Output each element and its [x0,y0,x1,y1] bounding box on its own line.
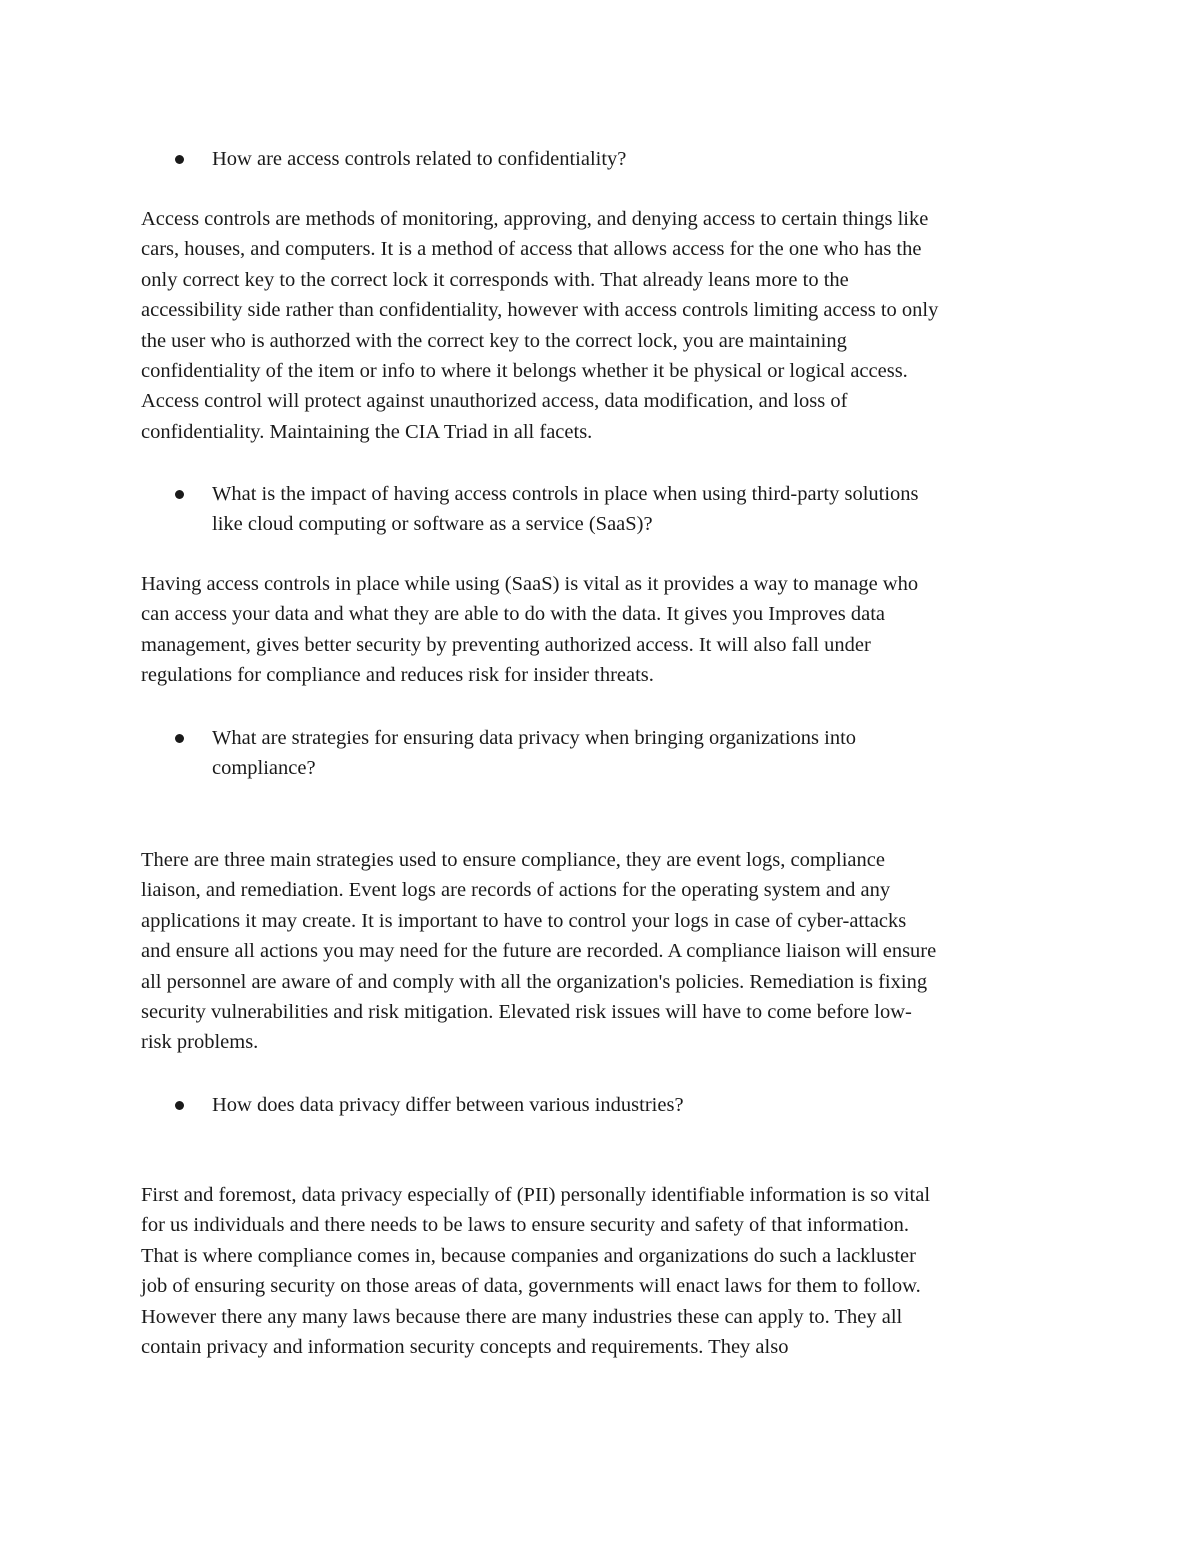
text-line: First and foremost, data privacy especially of (PII) personally identifiable information is so vital [141,1184,931,1206]
text-line: only correct key to the correct lock it corresponds with. That already leans more to the [141,268,849,291]
text-line: can access your data and what they are able to do with the data. It gives you Improves data [141,603,885,626]
bullet-dot-icon [175,490,184,499]
answer-paragraph-2 [141,569,1066,691]
text-line: That is where compliance comes in, because companies and organizations do such a lackluster [141,1244,916,1267]
question-text [212,479,1052,540]
text-line: accessibility side rather than confidentiality, however with access controls limiting access to only [141,299,939,322]
text-line: However there any many laws because there are many industries these can apply to. They all [141,1305,903,1328]
text-line: confidentiality of the item or info to where it belongs whether it be physical or logical access. [141,359,908,382]
text-line: compliance? [212,757,316,780]
bullet-dot-icon [175,1101,184,1110]
text-line: contain privacy and information security concepts and requirements. They also [141,1335,789,1358]
text-line: liaison, and remediation. Event logs are records of actions for the operating system and any [141,879,891,902]
answer-paragraph-3 [141,845,1066,1058]
text-line: Having access controls in place while using (SaaS) is vital as it provides a way to manage who [141,573,919,595]
question-text [212,1090,1052,1120]
answer-paragraph-4 [141,1180,1066,1362]
text-line: Access controls are methods of monitoring, approving, and denying access to certain things like [141,208,929,230]
text-line: How are access controls related to confidentiality? [212,148,627,170]
text-line: Access control will protect against unauthorized access, data modification, and loss of [141,390,848,413]
text-line: How does data privacy differ between various industries? [212,1094,684,1116]
text-line: regulations for compliance and reduces risk for insider threats. [141,664,654,687]
text-line: the user who is authorzed with the correct key to the correct lock, you are maintaining [141,329,847,352]
text-line: There are three main strategies used to ensure compliance, they are event logs, compliance [141,849,885,871]
text-line: and ensure all actions you may need for the future are recorded. A compliance liaison will ensure [141,940,937,963]
text-line: confidentiality. Maintaining the CIA Triad in all facets. [141,420,593,443]
text-line: all personnel are aware of and comply with all the organization's policies. Remediation is fixing [141,970,928,993]
text-line: job of ensuring security on those areas of data, governments will enact laws for them to follow. [141,1275,921,1298]
question-text [212,144,1052,174]
question-text [212,723,1052,784]
text-line: risk problems. [141,1031,259,1054]
text-line: management, gives better security by preventing authorized access. It will also fall under [141,633,871,656]
text-line: for us individuals and there needs to be laws to ensure security and safety of that information. [141,1214,909,1237]
text-line: applications it may create. It is important to have to control your logs in case of cyber-attacks [141,909,907,932]
bullet-dot-icon [175,734,184,743]
text-line: security vulnerabilities and risk mitigation. Elevated risk issues will have to come before low- [141,1000,912,1023]
text-line: cars, houses, and computers. It is a method of access that allows access for the one who has the [141,238,922,261]
text-line: What is the impact of having access controls in place when using third-party solutions [212,483,919,505]
bullet-dot-icon [175,155,184,164]
text-line: What are strategies for ensuring data privacy when bringing organizations into [212,727,857,749]
answer-paragraph-1 [141,204,1066,447]
text-line: like cloud computing or software as a service (SaaS)? [212,513,653,536]
